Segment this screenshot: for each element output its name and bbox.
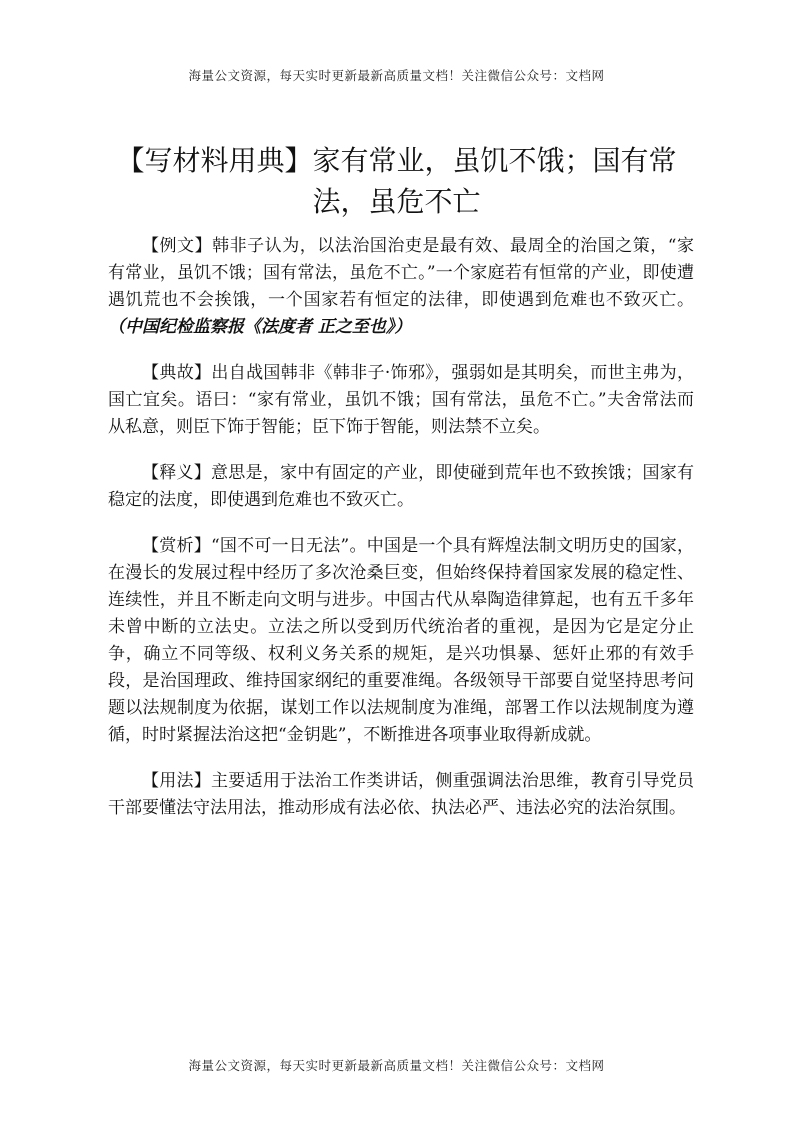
paragraph-usage: [108, 768, 694, 822]
document-body: [108, 233, 694, 841]
section-body-meaning: 意思是，家中有固定的产业，即使碰到荒年也不致挨饿；国家有稳定的法度，即使遇到危难也不致灭亡。: [108, 463, 695, 510]
paragraph-allusion: [108, 360, 694, 441]
document-title: 【写材料用典】家有常业，虽饥不饿；国有常法，虽危不亡: [116, 144, 677, 218]
section-tag-usage: 【用法】: [142, 771, 212, 791]
paragraph-appreciation: [108, 533, 694, 749]
paragraph-example: [108, 233, 694, 341]
section-tag-allusion: 【典故】: [142, 363, 212, 383]
section-body-usage: 主要适用于法治工作类讲话，侧重强调法治思维，教育引导党员干部要懂法守法用法，推动形成有法必依、执法必严、违法必究的法治氛围。: [108, 771, 695, 818]
section-body-allusion: 出自战国韩非《韩非子·饰邪》，强弱如是其明矣，而世主弗为，国亡宜矣。语曰：“家有常业，虽饥不饿；国有常法，虽危不亡。”夫舍常法而从私意，则臣下饰于智能；臣下饰于智能，则法禁不立矣。: [108, 363, 695, 437]
page-header: 海量公文资源，每天实时更新最新高质量文档！关注微信公众号：文档网: [188, 68, 605, 83]
section-body-appreciation: “国不可一日无法”。中国是一个具有辉煌法制文明历史的国家，在漫长的发展过程中经历了多次沧桑巨变，但始终保持着国家发展的稳定性、连续性，并且不断走向文明与进步。中国古代从皋陶造律算起，也有五千多年未曾中断的立法史。立法之所以受到历代统治者的重视，是因为它是定分止争，确立不同等级、权利义务关系的规矩，是兴功惧暴、惩奸止邪的有效手段，是治国理政、维持国家纲纪的重要准绳。各级领导干部要自觉坚持思考问题以法规制度为依据，谋划工作以法规制度为准绳，部署工作以法规制度为遵循，时时紧握法治这把“金钥匙”，不断推进各项事业取得新成就。: [108, 536, 694, 745]
section-body-example: 韩非子认为，以法治国治吏是最有效、最周全的治国之策，“家有常业，虽饥不饿；国有常法，虽危不亡。”一个家庭若有恒常的产业，即使遭遇饥荒也不会挨饿，一个国家若有恒定的法律，即使遇到危难也不致灭亡。: [108, 236, 694, 310]
paragraph-meaning: [108, 460, 694, 514]
page-footer: 海量公文资源，每天实时更新最新高质量文档！关注微信公众号：文档网: [188, 1058, 605, 1073]
section-tag-example: 【例文】: [142, 236, 213, 256]
citation: （中国纪检监察报《法度者 正之至也》）: [108, 317, 412, 337]
section-tag-meaning: 【释义】: [142, 463, 212, 483]
section-tag-appreciation: 【赏析】: [142, 536, 211, 556]
